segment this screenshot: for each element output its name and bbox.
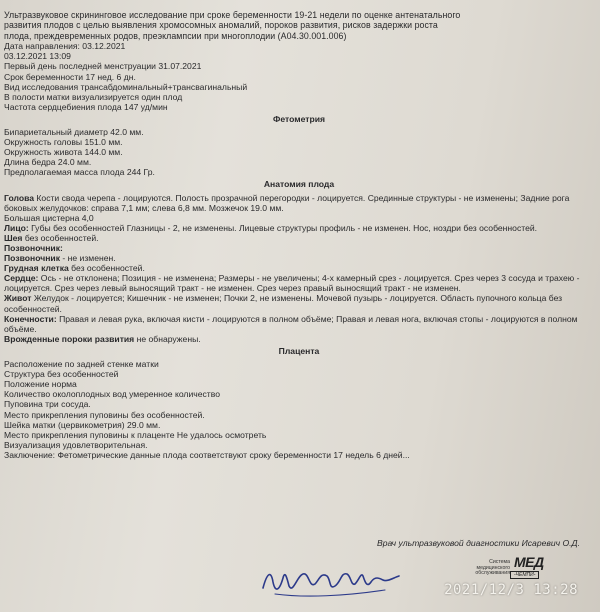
conclusion: Заключение: Фетометрические данные плода соответствуют сроку беременности 17 недель 6 дней... xyxy=(4,449,410,460)
referral-date: Дата направления: 03.12.2021 xyxy=(4,41,126,52)
last-period: Первый день последней менструации 31.07.2021 xyxy=(4,61,202,72)
title-line: развития плодов с целью выявления хромосомных аномалий, пороков развития, рисков задержки роста xyxy=(4,20,438,31)
bpd: Бипариетальный диаметр 42.0 мм. xyxy=(4,126,144,137)
anatomy-neck: Шея без особенностей. xyxy=(4,232,99,243)
title-line: Ультразвуковое скрининговое исследование при сроке беременности 19-21 недели по оценке антенатального xyxy=(4,10,461,20)
placenta-block xyxy=(4,359,594,460)
femur-length: Длина бедра 24.0 мм. xyxy=(4,157,92,168)
heart-rate: Частота сердцебиения плода 147 уд/мин xyxy=(4,101,168,112)
anatomy-heart: Сердце: Ось - не отклонена; Позиция - не изменена; Размеры - не увеличены; 4-х камерный срез - лоцируется. Срез через 3 сосуда и трахею - лоцируется. Срез через левый выносящий тракт - не изменен. Срез через правый выносящий тракт - не изменен. xyxy=(4,273,580,294)
abdominal-circumference: Окружность живота 144.0 мм. xyxy=(4,147,123,158)
anatomy-block xyxy=(4,193,594,344)
meta-block xyxy=(4,41,594,112)
title-line: плода, преждевременных родов, преэклампсии при многоплодии (A04.30.001.006) xyxy=(4,30,347,41)
report-title xyxy=(4,10,594,41)
photo-timestamp: 2021/12/3 13:28 xyxy=(444,582,578,598)
clinic-logo-sub: -ЧЕМПИ- xyxy=(510,571,539,579)
cord-placenta-insertion: Место прикрепления пуповины к плаценте Не удалось осмотреть xyxy=(4,429,267,440)
clinic-logo: МЕД xyxy=(514,554,544,570)
cord-insertion: Место прикрепления пуповины без особенностей. xyxy=(4,409,205,420)
fetometry-block xyxy=(4,127,594,177)
exam-type: Вид исследования трансабдоминальный+трансвагинальный xyxy=(4,81,248,92)
fetus-count: В полости матки визуализируется один плод xyxy=(4,91,183,102)
anatomy-chest: Грудная клетка без особенностей. xyxy=(4,263,145,274)
anatomy-spine-heading: Позвоночник: xyxy=(4,243,63,253)
cervix-length: Шейка матки (цервикометрия) 29.0 мм. xyxy=(4,419,161,430)
handwritten-signature xyxy=(255,548,405,603)
estimated-weight: Предполагаемая масса плода 244 Гр. xyxy=(4,167,155,178)
placenta-heading: Плацента xyxy=(278,345,320,356)
anatomy-heading: Анатомия плода xyxy=(263,179,335,190)
amniotic-fluid: Количество околоплодных вод умеренное количество xyxy=(4,389,220,400)
umbilical-cord: Пуповина три сосуда. xyxy=(4,399,91,410)
placenta-location: Расположение по задней стенке матки xyxy=(4,359,159,370)
placenta-structure: Структура без особенностей xyxy=(4,369,119,380)
gestational-age: Срок беременности 17 нед. 6 дн. xyxy=(4,71,136,82)
clinic-stamp-text: Система медицинского обслуживания xyxy=(475,559,510,577)
anatomy-head: Голова Кости свода черепа - лоцируются. Полость прозрачной перегородки - лоцируется. Срединные структуры - не изменены; Задние рога боковых желудочков: справа 7,1 мм; слева 6,8 мм. Мозжечок 19.0 мм. xyxy=(4,192,570,213)
report-body xyxy=(4,10,594,460)
anatomy-limbs: Конечности: Правая и левая рука, включая кисти - лоцируются в полном объёме; Правая и левая нога, включая стопы - лоцируются в полном объёме. xyxy=(4,313,578,334)
anatomy-cistern: Большая цистерна 4,0 xyxy=(4,212,94,223)
fetometry-heading: Фетометрия xyxy=(272,113,325,124)
doctor-name: Врач ультразвуковой диагностики Исаревич О.Д. xyxy=(376,538,580,548)
exam-datetime: 03.12.2021 13:09 xyxy=(4,51,71,62)
head-circumference: Окружность головы 151.0 мм. xyxy=(4,137,123,148)
signature-area xyxy=(0,538,600,612)
anatomy-defects: Врожденные пороки развития не обнаружены. xyxy=(4,333,201,344)
anatomy-face: Лицо: Губы без особенностей Глазницы - 2, не изменены. Лицевые структуры профиль - не изменен. Нос, ноздри без особенностей. xyxy=(4,222,538,233)
visualization: Визуализация удовлетворительная. xyxy=(4,439,148,450)
anatomy-abdomen: Живот Желудок - лоцируется; Кишечник - не изменен; Почки 2, не изменены. Мочевой пузырь - лоцируется. Область пупочного кольца без особенностей. xyxy=(4,293,563,314)
anatomy-spine: Позвоночник - не изменен. xyxy=(4,253,116,264)
placenta-position: Положение норма xyxy=(4,379,77,390)
